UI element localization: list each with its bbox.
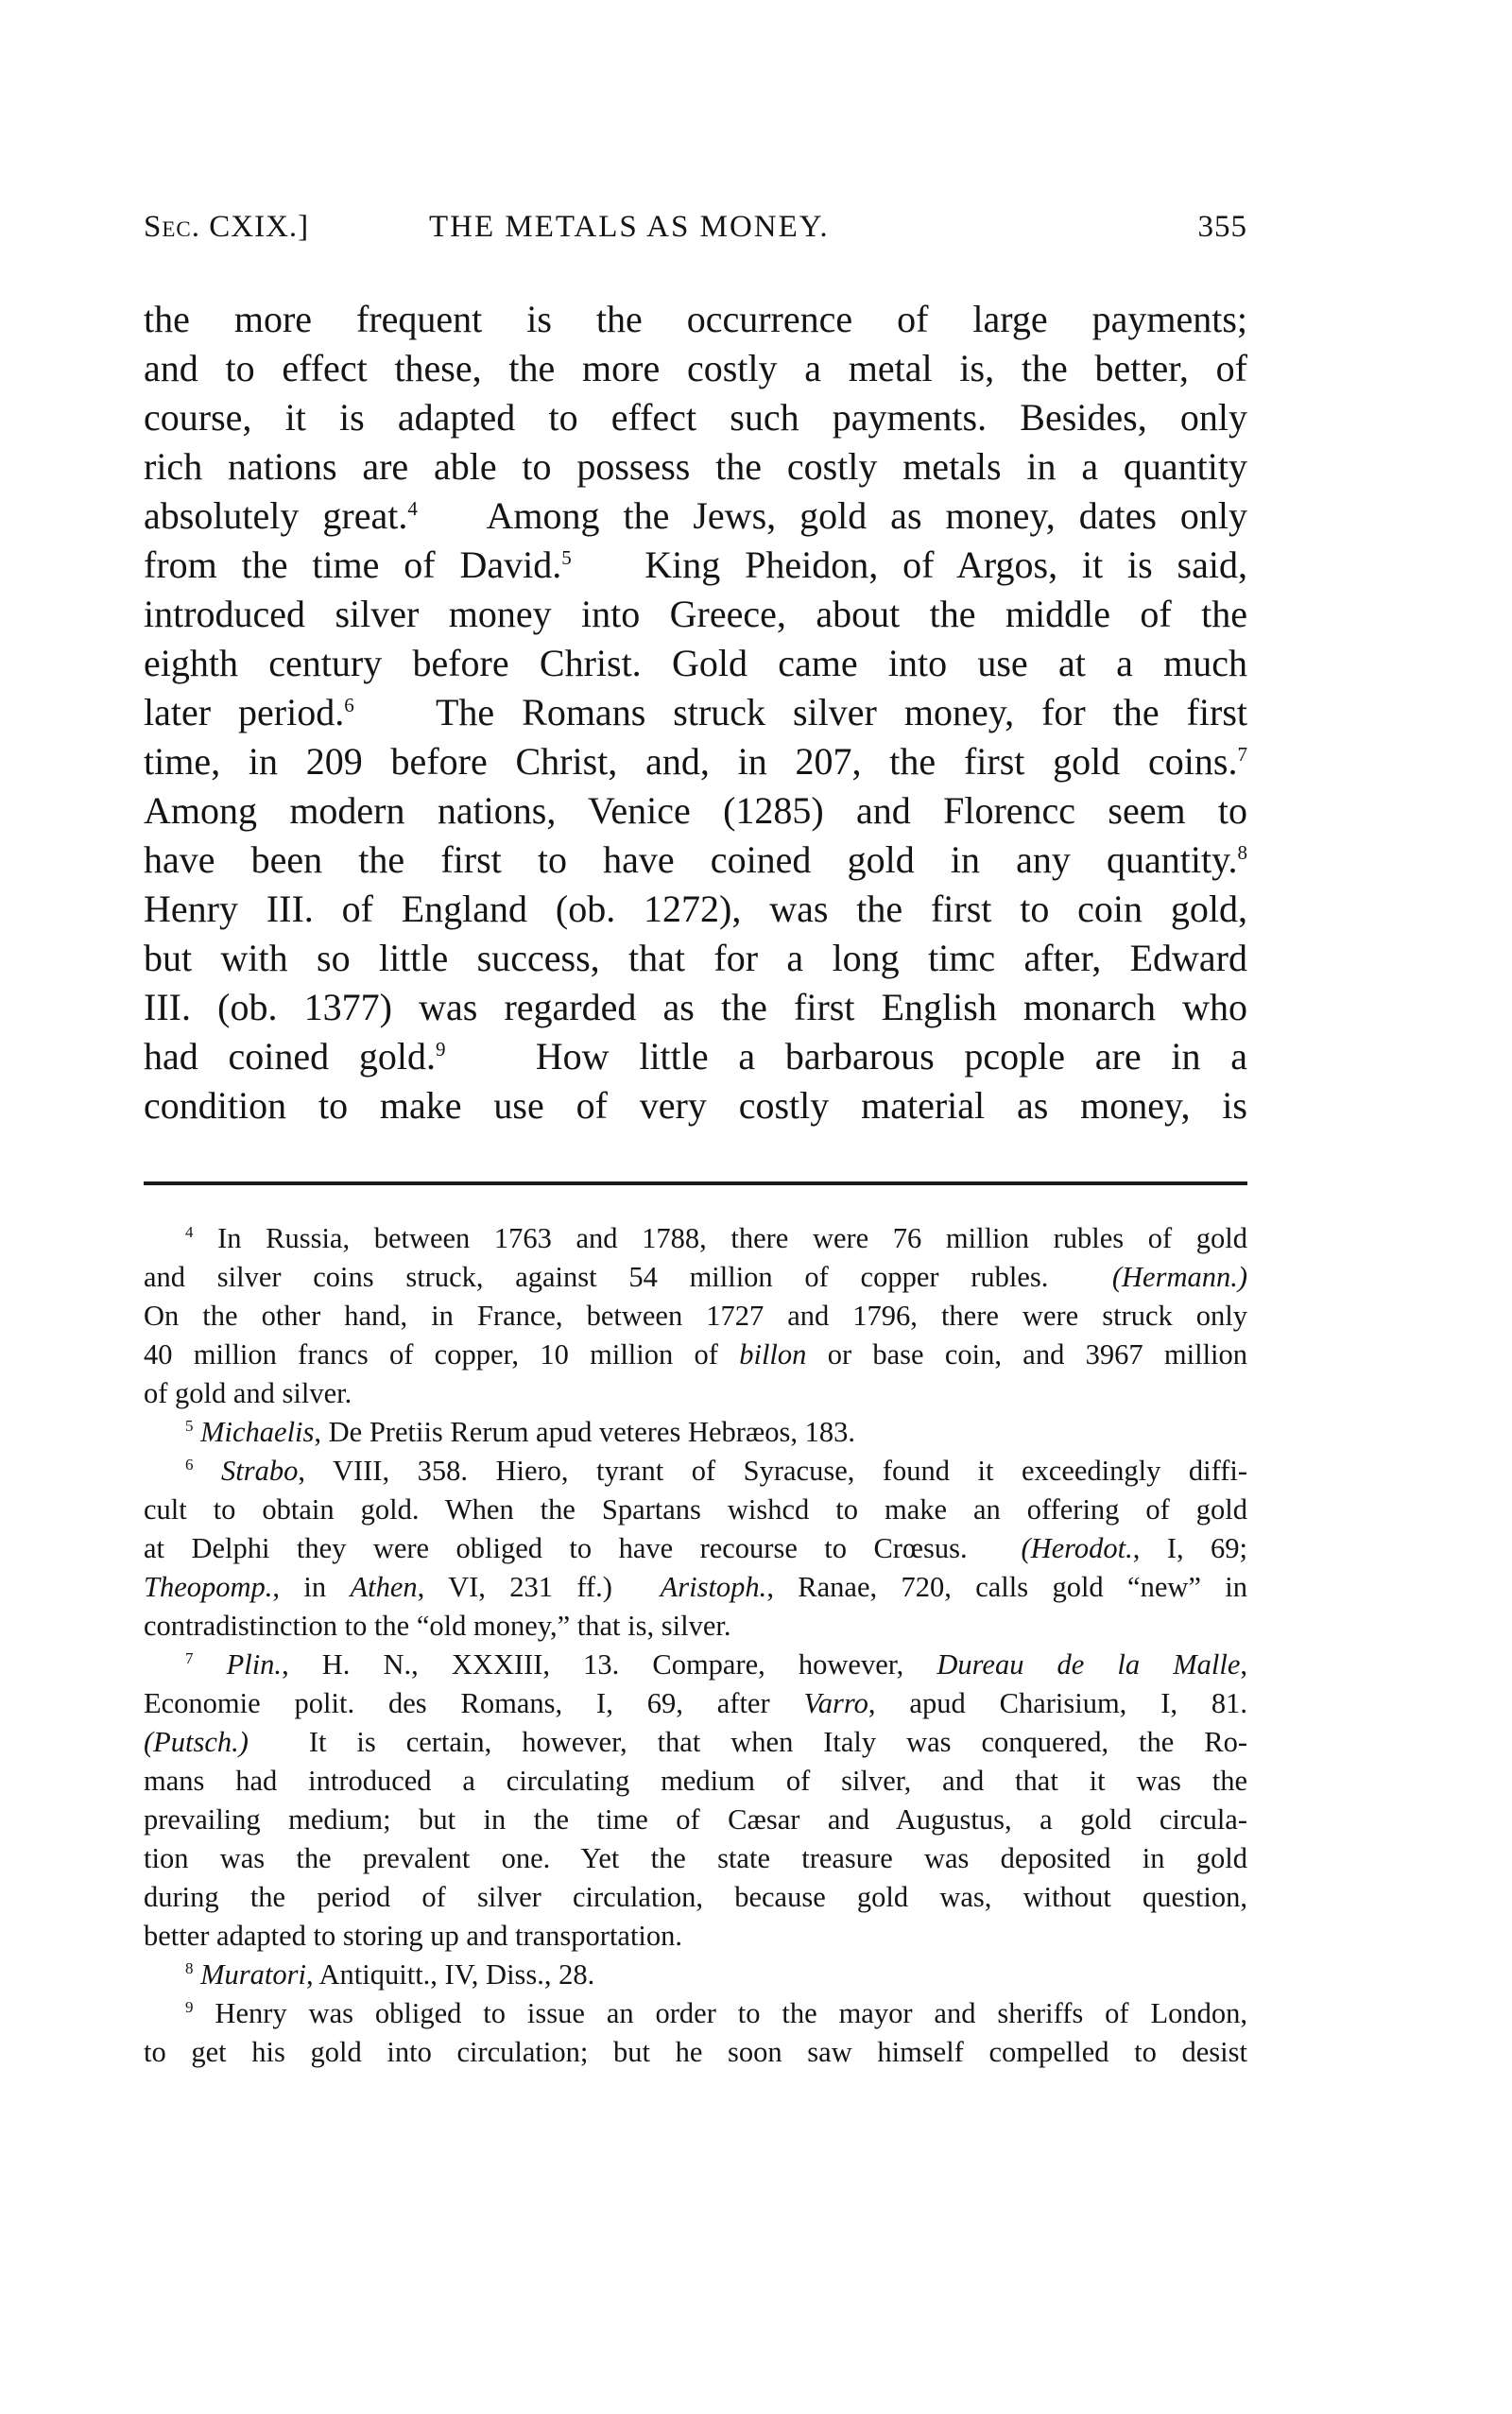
footnote-text: , H. N., XXXIII, 13. Compare, however, — [282, 1648, 904, 1681]
text-line: introduced silver money into Greece, about the middle of the — [144, 593, 1247, 635]
footnote-text: Economie polit. des Romans, I, 69, after — [144, 1687, 770, 1719]
footnote-line — [144, 1529, 1247, 1568]
citation: (Herodot. — [1021, 1532, 1133, 1564]
text-fragment: absolutely great. — [144, 494, 408, 537]
text-line: eighth century before Christ. Gold came into use at a much — [144, 642, 1247, 684]
footnote-text: or base coin, and 3967 million — [827, 1338, 1248, 1371]
text-fragment: How little a barbarous pcople are in a — [535, 1035, 1247, 1078]
footnote-text: It is certain, however, that when Italy was conquered, the Ro- — [308, 1726, 1247, 1758]
text-fragment: had coined gold. — [144, 1035, 437, 1078]
footnote-text: , Ranae, 720, calls gold “new” in — [766, 1571, 1248, 1603]
section-label: Sec. CXIX.] — [144, 210, 310, 244]
footnote-number: 5 — [185, 1417, 194, 1435]
footnote-line: contradistinction to the “old money,” that is, silver. — [144, 1610, 731, 1642]
citation: Michaelis — [200, 1416, 315, 1448]
text-line: but with so little success, that for a long timc after, Edward — [144, 937, 1247, 979]
footnote-number: 6 — [185, 1456, 194, 1474]
footnote-text: 40 million francs of copper, 10 million of — [144, 1338, 718, 1371]
text-line — [144, 541, 1247, 590]
text-line: the more frequent is the occurrence of large payments; — [144, 298, 1247, 340]
footnote-ref[interactable]: 6 — [344, 694, 354, 716]
footnote-text: , I, 69; — [1132, 1532, 1248, 1564]
footnote-text: , apud Charisium, I, 81. — [868, 1687, 1248, 1719]
text-line: rich nations are able to possess the costly metals in a quantity — [144, 445, 1247, 488]
footnote-7 — [144, 1646, 1247, 1684]
footnote-ref[interactable]: 7 — [1237, 743, 1247, 766]
citation: Dureau de la Malle — [936, 1648, 1241, 1681]
footnote-ref[interactable]: 4 — [407, 497, 418, 520]
citation: Muratori — [200, 1958, 306, 1991]
citation: Aristoph. — [660, 1571, 767, 1603]
text-fragment: later period. — [144, 691, 345, 733]
footnote-text: , Antiquitt., IV, Diss., 28. — [305, 1958, 595, 1991]
citation: Athen — [350, 1571, 418, 1603]
italic-term: billon — [739, 1338, 807, 1371]
footnote-line: of gold and silver. — [144, 1377, 352, 1409]
text-line — [144, 1032, 1247, 1081]
footnotes — [144, 1219, 1247, 2072]
footnote-text: Henry was obliged to issue an order to the mayor and sheriffs of London, — [215, 1997, 1248, 2029]
footnote-line — [144, 1568, 1247, 1607]
footnote-number: 8 — [185, 1959, 194, 1977]
footnote-line — [144, 1336, 1247, 1374]
text-line: course, it is adapted to effect such payments. Besides, only — [144, 396, 1247, 439]
footnote-number: 9 — [185, 1998, 194, 2016]
text-line — [144, 491, 1247, 541]
footnote-4 — [144, 1219, 1247, 1258]
footnote-line: better adapted to storing up and transportation. — [144, 1920, 683, 1952]
text-line: and to effect these, the more costly a metal is, the better, of — [144, 347, 1247, 389]
text-line — [144, 836, 1247, 885]
footnote-line — [144, 1258, 1247, 1297]
footnote-number: 7 — [185, 1649, 194, 1667]
text-fragment: Among the Jews, gold as money, dates only — [486, 494, 1247, 537]
footnote-text: , VI, 231 ff.) — [417, 1571, 612, 1603]
footnote-text: , De Pretiis Rerum apud veteres Hebræos, 183. — [314, 1416, 856, 1448]
citation: Strabo — [221, 1455, 299, 1487]
footnote-9 — [144, 1994, 1247, 2033]
citation: (Hermann.) — [1111, 1261, 1248, 1293]
footnote-text: , in — [272, 1571, 327, 1603]
text-fragment: The Romans struck silver money, for the first — [435, 691, 1247, 733]
footnote-line: mans had introduced a circulating medium of silver, and that it was the — [144, 1765, 1247, 1797]
footnote-8 — [144, 1956, 1247, 1994]
text-line — [144, 688, 1247, 737]
text-line: III. (ob. 1377) was regarded as the first English monarch who — [144, 986, 1247, 1028]
footnote-number: 4 — [185, 1223, 194, 1241]
footnote-6 — [144, 1452, 1247, 1491]
text-fragment: time, in 209 before Christ, and, in 207, the first gold coins. — [144, 740, 1238, 783]
footnote-text: at Delphi they were obliged to have recourse to Crœsus. — [144, 1532, 968, 1564]
running-header — [144, 210, 1247, 255]
text-line — [144, 737, 1247, 786]
citation: Plin. — [226, 1648, 283, 1681]
footnote-text: , — [1240, 1648, 1247, 1681]
text-fragment: from the time of David. — [144, 543, 562, 586]
footnote-text: In Russia, between 1763 and 1788, there were 76 million rubles of gold — [217, 1222, 1247, 1254]
footnote-line: to get his gold into circulation; but he soon saw himself compelled to desist — [144, 2036, 1247, 2068]
text-line: condition to make use of very costly material as money, is — [144, 1084, 1247, 1127]
running-title: THE METALS AS MONEY. — [429, 210, 830, 244]
footnote-text: and silver coins struck, against 54 million of copper rubles. — [144, 1261, 1049, 1293]
page-number: 355 — [1197, 210, 1247, 244]
footnote-5 — [144, 1413, 1247, 1452]
citation: Varro — [803, 1687, 868, 1719]
footnote-line — [144, 1723, 1247, 1762]
footnote-ref[interactable]: 9 — [436, 1038, 446, 1060]
footnote-line: On the other hand, in France, between 1727 and 1796, there were struck only — [144, 1300, 1247, 1332]
text-fragment: have been the first to have coined gold in any quantity. — [144, 838, 1238, 881]
main-text — [144, 295, 1247, 1130]
citation: (Putsch.) — [144, 1726, 249, 1758]
footnote-line: cult to obtain gold. When the Spartans wishcd to make an offering of gold — [144, 1493, 1247, 1526]
footnote-ref[interactable]: 8 — [1237, 841, 1247, 864]
footnote-line: prevailing medium; but in the time of Cæsar and Augustus, a gold circula- — [144, 1803, 1247, 1836]
footnote-line: tion was the prevalent one. Yet the state treasure was deposited in gold — [144, 1842, 1247, 1874]
footnote-line: during the period of silver circulation, because gold was, without question, — [144, 1881, 1247, 1913]
footnote-divider — [144, 1181, 1247, 1185]
footnote-text: , VIII, 358. Hiero, tyrant of Syracuse, found it exceedingly diffi- — [298, 1455, 1247, 1487]
footnote-line — [144, 1684, 1247, 1723]
footnote-ref[interactable]: 5 — [561, 546, 572, 569]
text-line: Henry III. of England (ob. 1272), was the first to coin gold, — [144, 888, 1247, 930]
citation: Theopomp. — [144, 1571, 273, 1603]
text-line: Among modern nations, Venice (1285) and Florencc seem to — [144, 789, 1247, 832]
text-fragment: King Pheidon, of Argos, it is said, — [644, 543, 1247, 586]
